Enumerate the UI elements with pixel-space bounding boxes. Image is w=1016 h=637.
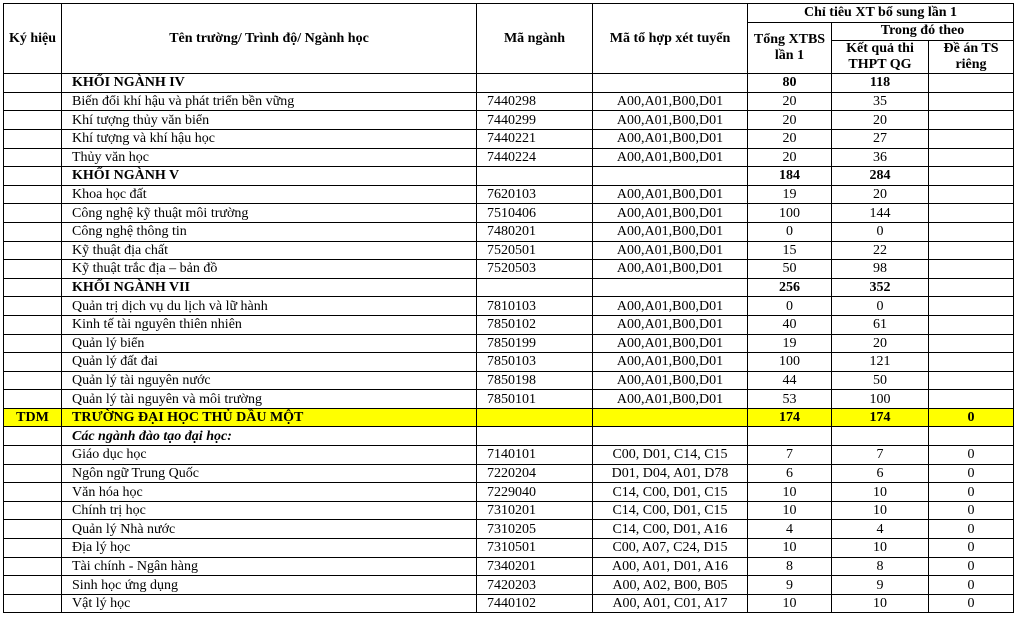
tong-cell: 174 — [748, 408, 832, 427]
code-cell — [4, 520, 62, 539]
table-row — [4, 241, 1014, 260]
name-cell: Khoa học đất — [62, 185, 477, 204]
header-ky-hieu: Ký hiệu — [4, 4, 62, 74]
de-an-cell: 0 — [929, 557, 1014, 576]
ket-qua-cell: 8 — [832, 557, 929, 576]
to-hop-cell: C14, C00, D01, A16 — [593, 520, 748, 539]
to-hop-cell: A00,A01,B00,D01 — [593, 92, 748, 111]
table-row — [4, 148, 1014, 167]
name-cell: Kỹ thuật trắc địa – bản đồ — [62, 260, 477, 279]
to-hop-cell — [593, 278, 748, 297]
admission-quota-table — [3, 3, 1014, 613]
to-hop-cell: A00,A01,B00,D01 — [593, 297, 748, 316]
table-row — [4, 222, 1014, 241]
code-cell — [4, 315, 62, 334]
tong-cell: 50 — [748, 260, 832, 279]
code-cell — [4, 278, 62, 297]
code-cell — [4, 464, 62, 483]
header-ten-truong: Tên trường/ Trình độ/ Ngành học — [62, 4, 477, 74]
to-hop-cell: A00,A01,B00,D01 — [593, 222, 748, 241]
tong-cell: 20 — [748, 148, 832, 167]
ma-nganh-cell: 7310501 — [477, 539, 593, 558]
ket-qua-cell: 20 — [832, 111, 929, 130]
name-cell: Tài chính - Ngân hàng — [62, 557, 477, 576]
name-cell: Chính trị học — [62, 501, 477, 520]
ma-nganh-cell: 7810103 — [477, 297, 593, 316]
table-row — [4, 446, 1014, 465]
name-cell: Kỹ thuật địa chất — [62, 241, 477, 260]
tong-cell: 0 — [748, 297, 832, 316]
ma-nganh-cell — [477, 278, 593, 297]
table-row — [4, 129, 1014, 148]
header-ma-to-hop: Mã tổ hợp xét tuyển — [593, 4, 748, 74]
de-an-cell: 0 — [929, 539, 1014, 558]
code-cell — [4, 167, 62, 186]
name-cell: TRƯỜNG ĐẠI HỌC THỦ DẦU MỘT — [62, 408, 477, 427]
ma-nganh-cell: 7140101 — [477, 446, 593, 465]
code-cell — [4, 204, 62, 223]
ma-nganh-cell — [477, 167, 593, 186]
ket-qua-cell: 10 — [832, 501, 929, 520]
code-cell — [4, 353, 62, 372]
table-row — [4, 576, 1014, 595]
ma-nganh-cell: 7850102 — [477, 315, 593, 334]
ma-nganh-cell: 7310201 — [477, 501, 593, 520]
tong-cell: 184 — [748, 167, 832, 186]
de-an-cell — [929, 222, 1014, 241]
to-hop-cell: C14, C00, D01, C15 — [593, 483, 748, 502]
ket-qua-cell: 20 — [832, 334, 929, 353]
ma-nganh-cell: 7510406 — [477, 204, 593, 223]
name-cell: Vật lý học — [62, 594, 477, 613]
name-cell: Sinh học ứng dụng — [62, 576, 477, 595]
name-cell: Công nghệ kỹ thuật môi trường — [62, 204, 477, 223]
name-cell: Kinh tế tài nguyên thiên nhiên — [62, 315, 477, 334]
de-an-cell — [929, 390, 1014, 409]
de-an-cell: 0 — [929, 520, 1014, 539]
de-an-cell: 0 — [929, 464, 1014, 483]
code-cell — [4, 260, 62, 279]
de-an-cell — [929, 74, 1014, 93]
de-an-cell: 0 — [929, 483, 1014, 502]
ma-nganh-cell: 7440224 — [477, 148, 593, 167]
to-hop-cell: A00,A01,B00,D01 — [593, 185, 748, 204]
code-cell — [4, 594, 62, 613]
ma-nganh-cell: 7520501 — [477, 241, 593, 260]
name-cell: Thủy văn học — [62, 148, 477, 167]
name-cell: Công nghệ thông tin — [62, 222, 477, 241]
ket-qua-cell: 0 — [832, 222, 929, 241]
header-ma-nganh: Mã ngành — [477, 4, 593, 74]
de-an-cell — [929, 260, 1014, 279]
tong-cell: 10 — [748, 594, 832, 613]
ket-qua-cell: 352 — [832, 278, 929, 297]
code-cell — [4, 483, 62, 502]
ket-qua-cell: 10 — [832, 483, 929, 502]
ma-nganh-cell: 7440221 — [477, 129, 593, 148]
code-cell: TDM — [4, 408, 62, 427]
table-row — [4, 501, 1014, 520]
ma-nganh-cell: 7620103 — [477, 185, 593, 204]
table-row — [4, 111, 1014, 130]
ket-qua-cell: 35 — [832, 92, 929, 111]
ma-nganh-cell: 7850198 — [477, 371, 593, 390]
ket-qua-cell: 7 — [832, 446, 929, 465]
to-hop-cell — [593, 427, 748, 446]
ma-nganh-cell: 7229040 — [477, 483, 593, 502]
name-cell: KHỐI NGÀNH VII — [62, 278, 477, 297]
code-cell — [4, 74, 62, 93]
table-row — [4, 334, 1014, 353]
code-cell — [4, 129, 62, 148]
ma-nganh-cell: 7310205 — [477, 520, 593, 539]
to-hop-cell — [593, 408, 748, 427]
ket-qua-cell: 284 — [832, 167, 929, 186]
de-an-cell — [929, 148, 1014, 167]
table-row — [4, 260, 1014, 279]
table-row — [4, 92, 1014, 111]
ma-nganh-cell: 7850101 — [477, 390, 593, 409]
table-row — [4, 371, 1014, 390]
ket-qua-cell: 27 — [832, 129, 929, 148]
tong-cell: 53 — [748, 390, 832, 409]
code-cell — [4, 576, 62, 595]
tong-cell: 10 — [748, 483, 832, 502]
to-hop-cell: A00,A01,B00,D01 — [593, 129, 748, 148]
group-row — [4, 74, 1014, 93]
header-de-an-ts: Đề án TS riêng — [929, 41, 1014, 74]
ket-qua-cell: 61 — [832, 315, 929, 334]
ket-qua-cell: 9 — [832, 576, 929, 595]
ma-nganh-cell: 7440298 — [477, 92, 593, 111]
name-cell: Quản trị dịch vụ du lịch và lữ hành — [62, 297, 477, 316]
tong-cell: 9 — [748, 576, 832, 595]
tong-cell: 15 — [748, 241, 832, 260]
group-row — [4, 167, 1014, 186]
ma-nganh-cell: 7480201 — [477, 222, 593, 241]
code-cell — [4, 297, 62, 316]
de-an-cell — [929, 334, 1014, 353]
ket-qua-cell — [832, 427, 929, 446]
tong-cell: 100 — [748, 353, 832, 372]
ket-qua-cell: 6 — [832, 464, 929, 483]
de-an-cell — [929, 129, 1014, 148]
name-cell: Các ngành đào tạo đại học: — [62, 427, 477, 446]
tong-cell: 40 — [748, 315, 832, 334]
ma-nganh-cell: 7220204 — [477, 464, 593, 483]
name-cell: Văn hóa học — [62, 483, 477, 502]
de-an-cell: 0 — [929, 576, 1014, 595]
code-cell — [4, 390, 62, 409]
name-cell: Quản lý đất đai — [62, 353, 477, 372]
de-an-cell: 0 — [929, 501, 1014, 520]
table-row — [4, 539, 1014, 558]
table-row — [4, 464, 1014, 483]
tong-cell: 20 — [748, 111, 832, 130]
to-hop-cell: A00,A01,B00,D01 — [593, 260, 748, 279]
name-cell: Biến đổi khí hậu và phát triển bền vững — [62, 92, 477, 111]
de-an-cell — [929, 297, 1014, 316]
ma-nganh-cell: 7850103 — [477, 353, 593, 372]
to-hop-cell: D01, D04, A01, D78 — [593, 464, 748, 483]
ket-qua-cell: 0 — [832, 297, 929, 316]
table-row — [4, 204, 1014, 223]
de-an-cell: 0 — [929, 408, 1014, 427]
de-an-cell — [929, 167, 1014, 186]
table-row — [4, 353, 1014, 372]
ma-nganh-cell — [477, 427, 593, 446]
name-cell: Địa lý học — [62, 539, 477, 558]
tong-cell: 0 — [748, 222, 832, 241]
de-an-cell — [929, 241, 1014, 260]
code-cell — [4, 557, 62, 576]
ket-qua-cell: 118 — [832, 74, 929, 93]
table-body — [4, 74, 1014, 613]
ket-qua-cell: 22 — [832, 241, 929, 260]
tong-cell: 256 — [748, 278, 832, 297]
code-cell — [4, 371, 62, 390]
header-tong-xtbs: Tổng XTBS lần 1 — [748, 22, 832, 74]
to-hop-cell: A00, A02, B00, B05 — [593, 576, 748, 595]
de-an-cell: 0 — [929, 446, 1014, 465]
tong-cell: 44 — [748, 371, 832, 390]
table-row — [4, 594, 1014, 613]
to-hop-cell: A00,A01,B00,D01 — [593, 111, 748, 130]
table-row — [4, 483, 1014, 502]
header-trong-do-theo: Trong đó theo — [832, 22, 1014, 41]
header-chi-tieu: Chỉ tiêu XT bổ sung lần 1 — [748, 4, 1014, 23]
de-an-cell — [929, 204, 1014, 223]
to-hop-cell: A00,A01,B00,D01 — [593, 148, 748, 167]
tong-cell: 20 — [748, 92, 832, 111]
ma-nganh-cell: 7520503 — [477, 260, 593, 279]
code-cell — [4, 148, 62, 167]
to-hop-cell — [593, 74, 748, 93]
table-row — [4, 297, 1014, 316]
ket-qua-cell: 10 — [832, 539, 929, 558]
code-cell — [4, 446, 62, 465]
to-hop-cell: C14, C00, D01, C15 — [593, 501, 748, 520]
code-cell — [4, 222, 62, 241]
header-ket-qua-thpt: Kết quả thi THPT QG — [832, 41, 929, 74]
ma-nganh-cell — [477, 74, 593, 93]
ket-qua-cell: 121 — [832, 353, 929, 372]
ket-qua-cell: 100 — [832, 390, 929, 409]
tong-cell: 19 — [748, 334, 832, 353]
code-cell — [4, 185, 62, 204]
name-cell: Khí tượng và khí hậu học — [62, 129, 477, 148]
to-hop-cell: A00,A01,B00,D01 — [593, 204, 748, 223]
ket-qua-cell: 4 — [832, 520, 929, 539]
de-an-cell: 0 — [929, 594, 1014, 613]
de-an-cell — [929, 315, 1014, 334]
tong-cell: 20 — [748, 129, 832, 148]
de-an-cell — [929, 353, 1014, 372]
to-hop-cell: A00,A01,B00,D01 — [593, 390, 748, 409]
tong-cell: 100 — [748, 204, 832, 223]
tong-cell: 6 — [748, 464, 832, 483]
ket-qua-cell: 98 — [832, 260, 929, 279]
to-hop-cell: A00,A01,B00,D01 — [593, 334, 748, 353]
ma-nganh-cell: 7420203 — [477, 576, 593, 595]
table-row — [4, 557, 1014, 576]
code-cell — [4, 111, 62, 130]
code-cell — [4, 501, 62, 520]
school-row — [4, 408, 1014, 427]
tong-cell: 7 — [748, 446, 832, 465]
to-hop-cell: A00,A01,B00,D01 — [593, 353, 748, 372]
ket-qua-cell: 144 — [832, 204, 929, 223]
group-row — [4, 278, 1014, 297]
ket-qua-cell: 10 — [832, 594, 929, 613]
name-cell: Quản lý tài nguyên nước — [62, 371, 477, 390]
to-hop-cell: A00,A01,B00,D01 — [593, 241, 748, 260]
to-hop-cell: C00, D01, C14, C15 — [593, 446, 748, 465]
tong-cell: 10 — [748, 501, 832, 520]
sub-row — [4, 427, 1014, 446]
ket-qua-cell: 50 — [832, 371, 929, 390]
ma-nganh-cell: 7440299 — [477, 111, 593, 130]
ma-nganh-cell: 7440102 — [477, 594, 593, 613]
ket-qua-cell: 174 — [832, 408, 929, 427]
tong-cell — [748, 427, 832, 446]
name-cell: Ngôn ngữ Trung Quốc — [62, 464, 477, 483]
to-hop-cell: A00,A01,B00,D01 — [593, 371, 748, 390]
name-cell: Quản lý Nhà nước — [62, 520, 477, 539]
table-row — [4, 390, 1014, 409]
de-an-cell — [929, 278, 1014, 297]
name-cell: Giáo dục học — [62, 446, 477, 465]
to-hop-cell: A00, A01, C01, A17 — [593, 594, 748, 613]
ma-nganh-cell — [477, 408, 593, 427]
tong-cell: 4 — [748, 520, 832, 539]
ma-nganh-cell: 7340201 — [477, 557, 593, 576]
to-hop-cell — [593, 167, 748, 186]
tong-cell: 10 — [748, 539, 832, 558]
ket-qua-cell: 36 — [832, 148, 929, 167]
tong-cell: 19 — [748, 185, 832, 204]
ket-qua-cell: 20 — [832, 185, 929, 204]
name-cell: Quản lý biển — [62, 334, 477, 353]
code-cell — [4, 427, 62, 446]
name-cell: KHỐI NGÀNH IV — [62, 74, 477, 93]
to-hop-cell: C00, A07, C24, D15 — [593, 539, 748, 558]
table-row — [4, 520, 1014, 539]
tong-cell: 80 — [748, 74, 832, 93]
de-an-cell — [929, 427, 1014, 446]
de-an-cell — [929, 371, 1014, 390]
ma-nganh-cell: 7850199 — [477, 334, 593, 353]
tong-cell: 8 — [748, 557, 832, 576]
to-hop-cell: A00, A01, D01, A16 — [593, 557, 748, 576]
table-row — [4, 185, 1014, 204]
name-cell: Quản lý tài nguyên và môi trường — [62, 390, 477, 409]
de-an-cell — [929, 185, 1014, 204]
code-cell — [4, 241, 62, 260]
de-an-cell — [929, 111, 1014, 130]
name-cell: KHỐI NGÀNH V — [62, 167, 477, 186]
to-hop-cell: A00,A01,B00,D01 — [593, 315, 748, 334]
code-cell — [4, 539, 62, 558]
code-cell — [4, 92, 62, 111]
code-cell — [4, 334, 62, 353]
name-cell: Khí tượng thủy văn biển — [62, 111, 477, 130]
table-row — [4, 315, 1014, 334]
de-an-cell — [929, 92, 1014, 111]
